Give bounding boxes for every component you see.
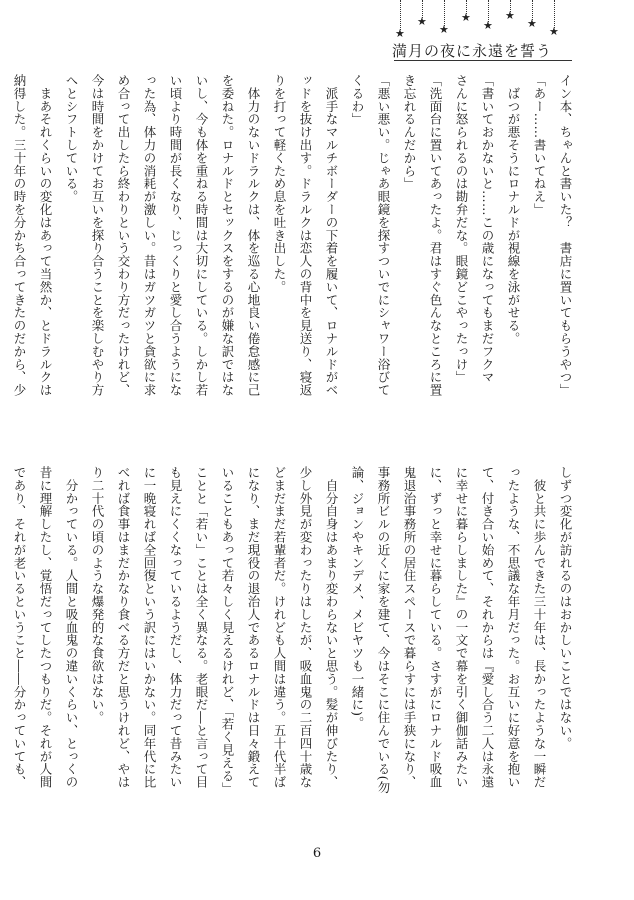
lower-text-block	[12, 466, 578, 806]
star-icon: ★	[395, 27, 405, 40]
text-line: イン本、ちゃんと書いた？ 書店に置いてもらうやつ」	[558, 74, 573, 397]
hanging-thread	[554, 0, 555, 28]
text-line: き忘れるんだから」	[402, 74, 417, 191]
chapter-title: 満月の夜に永遠を誓う	[392, 42, 553, 60]
text-line: に一晩寝れば全回復という訳にはいかない。同年代に比	[142, 466, 157, 789]
text-line: り二十代の頃のような爆発的な食欲はない。	[90, 466, 105, 724]
text-line: 事務所ビルの近くに家を建て、今はそこに住んでいる(勿	[376, 466, 391, 794]
text-line: 論、ジョンやキンデメ、メビヤツも一緒に)。	[350, 466, 365, 730]
text-line: まあそれくらいの変化はあって当然か、とドラルクは	[38, 74, 53, 397]
text-line: いし、今も体を重ねる時間は大切にしている。しかし若	[194, 74, 209, 397]
text-line: 少し外見が変わったりはしたが、吸血鬼の二百四十歳な	[298, 466, 313, 789]
text-line: いることもあって若々しく見えるけれど、「若く見える」	[220, 466, 235, 796]
star-icon: ★	[505, 9, 515, 22]
hanging-thread	[400, 0, 401, 30]
star-icon: ★	[483, 19, 493, 32]
text-line: 昔に理解したし、覚悟だってしたつもりだ。それが人間	[38, 466, 53, 789]
text-line: べれば食事はまだかなり食べる方だと思うけれど、やは	[116, 466, 131, 789]
page-number: 6	[312, 846, 322, 861]
text-line: どまだまだ若輩者だ。けれども人間は違う。五十代半ば	[272, 466, 287, 789]
star-icon: ★	[527, 17, 537, 30]
text-line: 「あー……書いてねえ」	[532, 74, 547, 216]
header-divider	[394, 60, 572, 61]
star-icon: ★	[439, 23, 449, 36]
text-line: さんに怒られるのは勘弁だな。眼鏡どこやったっけ」	[454, 74, 469, 384]
text-line: 「悪い悪い。じゃあ眼鏡を探すついでにシャワー浴びて	[376, 74, 391, 397]
text-line: へとシフトしている。	[64, 74, 79, 203]
text-line: ったような、不思議な年月だった。お互いに好意を抱い	[506, 466, 521, 789]
text-line: に幸せに暮らしました』の一文で幕を引く御伽話みたい	[454, 466, 469, 789]
text-line: 分かっている。人間と吸血鬼の違いくらい、とっくの	[64, 466, 79, 789]
upper-text-block	[12, 74, 578, 414]
text-line: も見えにくくなっているようだし、体力だって昔みたい	[168, 466, 183, 789]
text-line: であり、それが老いるということ――分かっていても、	[12, 466, 27, 789]
text-line: 「洗面台に置いてあったよ。君はすぐ色んなところに置	[428, 74, 443, 397]
star-icon: ★	[417, 15, 427, 28]
text-line: しずつ変化が訪れるのはおかしいことではない。	[558, 466, 573, 750]
star-icon: ★	[461, 11, 471, 24]
text-line: ばつが悪そうにロナルドが視線を泳がせる。	[506, 74, 521, 345]
text-line: 体力のないドラルクは、体を巡る心地良い倦怠感に己	[246, 74, 261, 397]
text-line: 自分自身はあまり変わらないと思う。髪が伸びたり、	[324, 466, 339, 789]
text-line: りを打って軽くため息を吐き出した。	[272, 74, 287, 294]
text-line: った為、体力の消耗が激しい。昔はガツガツと貪欲に求	[142, 74, 157, 397]
text-line: ことと「若い」ことは全く異なる。老眼だ―と言って目	[194, 466, 209, 789]
text-line: め合って出したら終わりという交わり方だったけれど、	[116, 74, 131, 397]
text-line: くるわ」	[350, 74, 365, 126]
star-icon: ★	[549, 25, 559, 38]
text-line: い頃より時間が長くなり、じっくりと愛し合うようにな	[168, 74, 183, 397]
text-line: 今は時間をかけてお互いを探り合うことを楽しむやり方	[90, 74, 105, 397]
text-line: 彼と共に歩んできた三十年は、長かったような一瞬だ	[532, 466, 547, 789]
text-line: 派手なマルチボーダーの下着を履いて、ロナルドがベ	[324, 74, 339, 397]
text-line: 鬼退治事務所の居住スペースで暮らすには手狭になり、	[402, 466, 417, 789]
chapter-header	[392, 0, 572, 62]
text-line: になり、まだ現役の退治人であるロナルドは日々鍛えて	[246, 466, 261, 789]
text-line: 「書いておかないと……この歳になってもまだフクマ	[480, 74, 495, 384]
text-line: を委ねた。ロナルドとセックスをするのが嫌な訳ではな	[220, 74, 235, 397]
text-line: 納得した。三十年の時を分かち合ってきたのだから、少	[12, 74, 27, 397]
text-line: て、付き合い始めて、それからは『愛し合う二人は永遠	[480, 466, 495, 789]
text-line: に、ずっと幸せに暮らしている。さすがにロナルド吸血	[428, 466, 443, 789]
text-line: ッドを抜け出す。ドラルクは恋人の背中を見送り、寝返	[298, 74, 313, 397]
